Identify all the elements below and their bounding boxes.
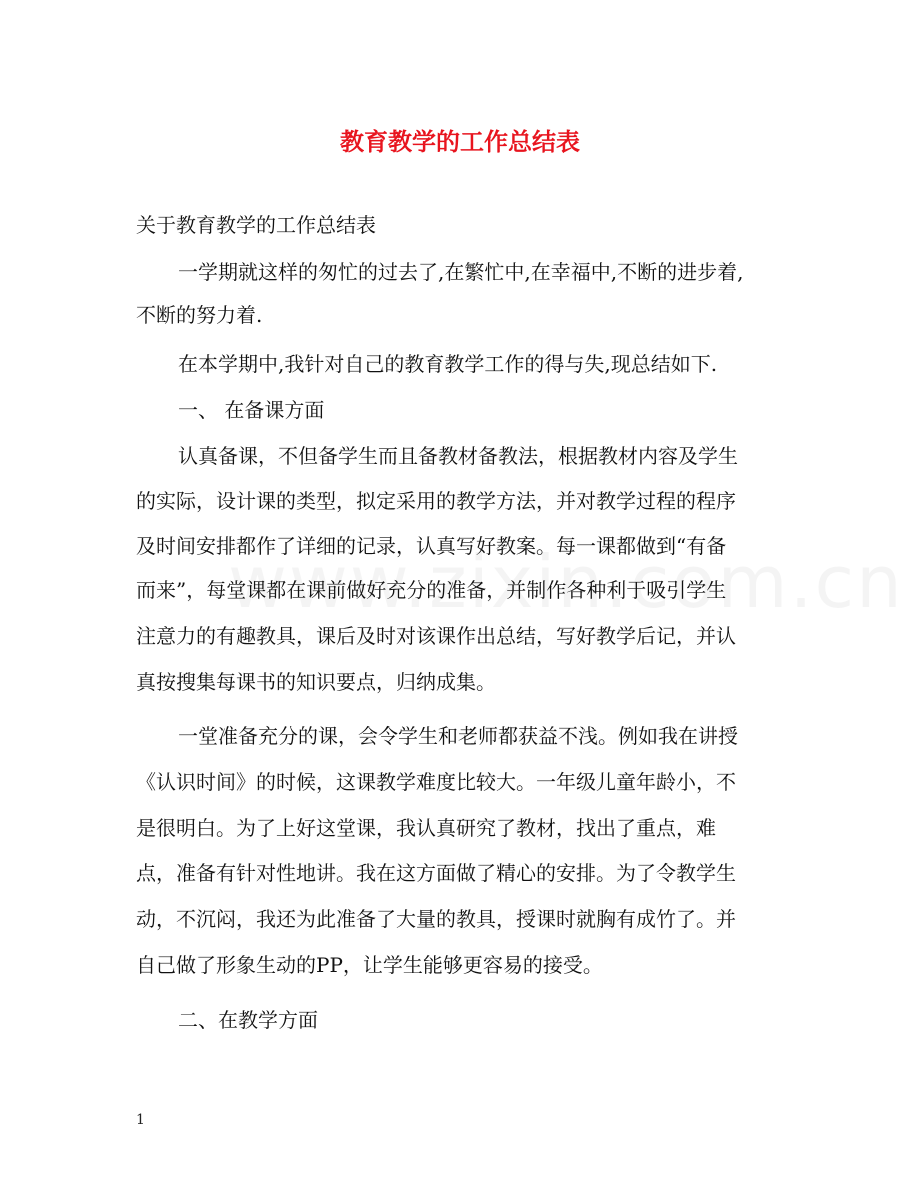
paragraph-line: 的实际，设计课的类型，拟定采用的教学方法，并对教学过程的程序	[136, 489, 736, 513]
paragraph-line: 一堂准备充分的课，会令学生和老师都获益不浅。例如我在讲授	[178, 724, 738, 748]
paragraph-line: 注意力的有趣教具，课后及时对该课作出总结，写好教学后记，并认	[136, 624, 736, 648]
paragraph-line: 动，不沉闷，我还为此准备了大量的教具，授课时就胸有成竹了。并	[136, 907, 736, 931]
paragraph-line: 自己做了形象生动的PP，让学生能够更容易的接受。	[136, 953, 603, 977]
paragraph-line: 是很明白。为了上好这堂课，我认真研究了教材，找出了重点，难	[136, 816, 716, 840]
paragraph-line: 及时间安排都作了详细的记录，认真写好教案。每一课都做到“有备	[136, 534, 727, 558]
paragraph-line: 在本学期中,我针对自己的教育教学工作的得与失,现总结如下.	[178, 352, 718, 376]
page-number: 1	[136, 1112, 145, 1128]
section-heading: 一、 在备课方面	[178, 398, 325, 422]
paragraph-line: 不断的努力着.	[136, 303, 263, 327]
section-heading: 二、在教学方面	[178, 1008, 318, 1032]
paragraph-line: 点，准备有针对性地讲。我在这方面做了精心的安排。为了令教学生	[136, 861, 736, 885]
paragraph-line: 而来”，每堂课都在课前做好充分的准备，并制作各种利于吸引学生	[136, 578, 727, 602]
paragraph-line: 认真备课，不但备学生而且备教材备教法，根据教材内容及学生	[178, 444, 738, 468]
document-title: 教育教学的工作总结表	[340, 127, 580, 156]
paragraph-line: 《认识时间》的时候，这课教学难度比较大。一年级儿童年龄小，不	[136, 770, 736, 794]
paragraph-line: 真按搜集每课书的知识要点，归纳成集。	[136, 670, 496, 694]
subtitle-line: 关于教育教学的工作总结表	[136, 213, 376, 237]
paragraph-line: 一学期就这样的匆忙的过去了,在繁忙中,在幸福中,不断的进步着,	[178, 260, 744, 284]
